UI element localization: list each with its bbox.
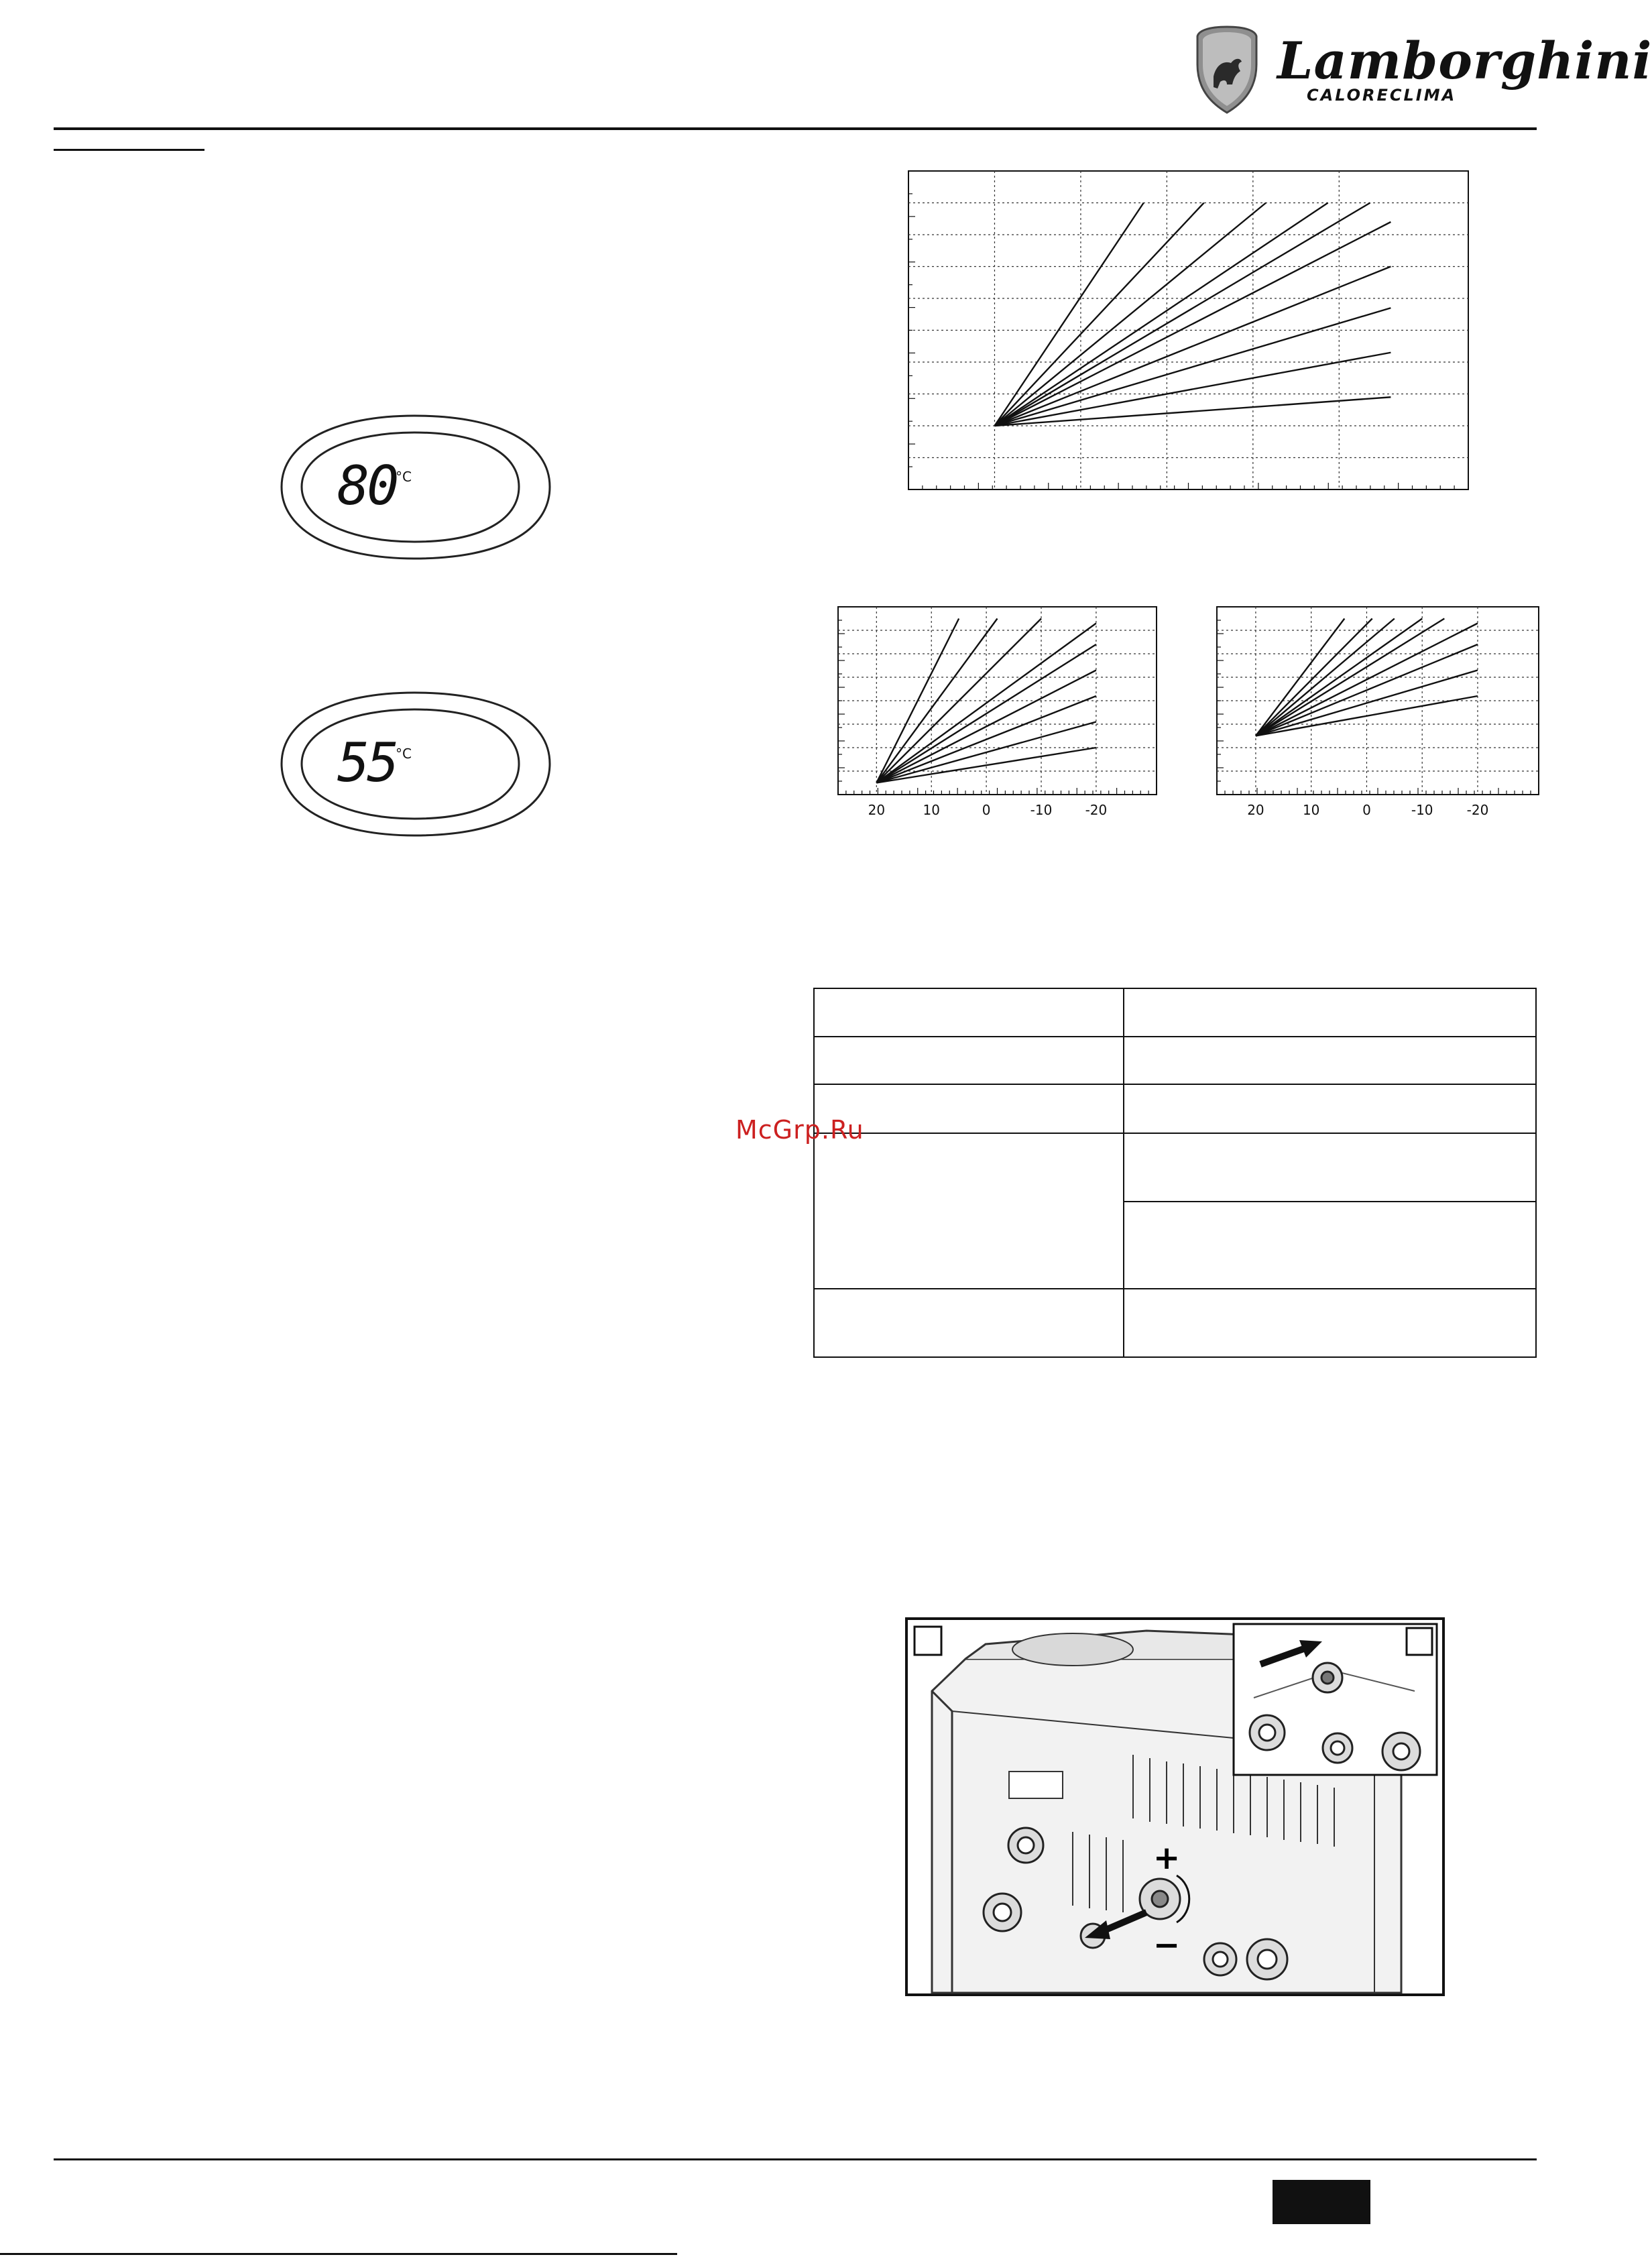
brand-wordmark	[1277, 31, 1652, 105]
bottom-edge-rule	[0, 2253, 677, 2255]
settings-table	[813, 988, 1537, 1358]
table-row	[814, 1084, 1536, 1133]
display-55-unit: °C	[396, 746, 412, 762]
display-80	[280, 414, 551, 561]
brand-name: Lamborghini	[1277, 31, 1652, 91]
display-80-value: 80	[337, 455, 397, 517]
boiler-figure	[905, 1617, 1445, 1996]
x-tick-label: -20	[1466, 802, 1489, 818]
display-55	[280, 691, 551, 837]
x-tick-label: 10	[1302, 802, 1320, 818]
table-row	[814, 1037, 1536, 1084]
x-tick-label: -10	[1030, 802, 1053, 818]
table-row	[814, 1289, 1536, 1357]
table-row	[814, 988, 1536, 1037]
x-tick-label: -20	[1085, 802, 1108, 818]
display-80-unit: °C	[396, 469, 412, 485]
main-curve-chart	[905, 168, 1475, 496]
watermark: McGrp.Ru	[735, 1115, 864, 1145]
x-tick-label: 20	[868, 802, 886, 818]
header-rule	[54, 127, 1537, 130]
section-underline	[54, 149, 204, 151]
x-tick-label: 0	[1362, 802, 1371, 818]
header	[0, 0, 1652, 134]
page-number-badge	[1273, 2180, 1370, 2224]
small-curve-chart-right	[1214, 603, 1545, 818]
table-row	[814, 1133, 1536, 1202]
display-55-value: 55	[337, 732, 397, 794]
x-tick-label: 10	[923, 802, 940, 818]
bull-shield-logo-icon	[1193, 24, 1260, 115]
x-tick-label: 20	[1247, 802, 1264, 818]
plus-label: +	[1153, 1839, 1181, 1877]
footer-rule	[54, 2158, 1537, 2160]
minus-label: −	[1153, 1926, 1181, 1964]
x-tick-label: -10	[1411, 802, 1433, 818]
x-tick-label: 0	[982, 802, 991, 818]
brand-subname: CALORECLIMA	[1307, 86, 1457, 105]
small-curve-chart-left	[835, 603, 1177, 818]
